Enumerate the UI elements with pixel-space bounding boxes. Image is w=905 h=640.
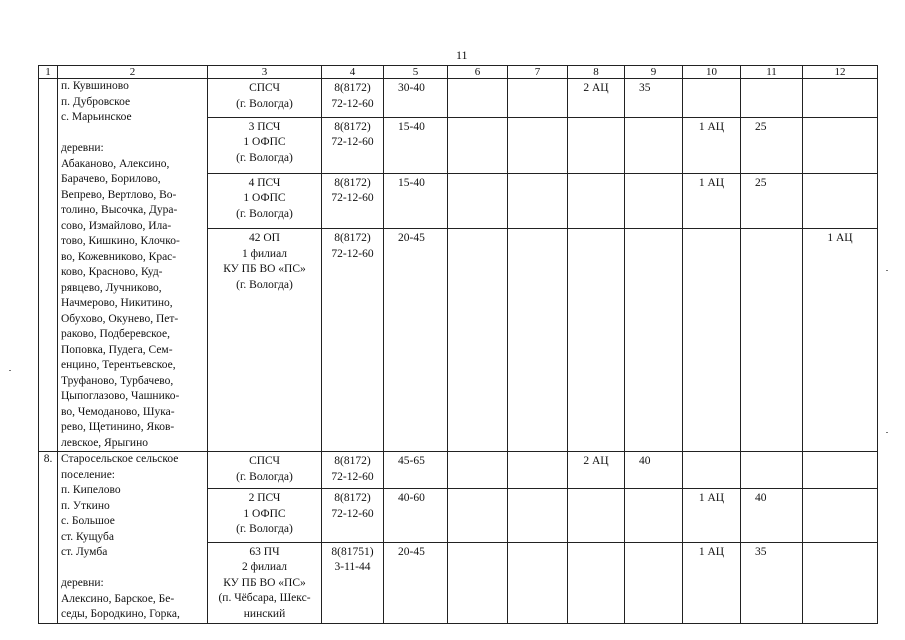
fire-unit-cell xyxy=(208,229,322,452)
col10-cell xyxy=(683,452,741,489)
unit-line: КУ ПБ ВО «ПС» xyxy=(223,576,306,589)
col-header: 10 xyxy=(683,66,741,79)
col12-cell xyxy=(803,452,878,489)
village-line: седы, Бородкино, Горка, xyxy=(61,608,180,620)
phone-line: 8(8172) xyxy=(334,492,371,505)
unit-line: нинский xyxy=(243,607,286,620)
village-line: во, Чемоданово, Шука- xyxy=(61,405,175,418)
row-number-cell xyxy=(39,452,58,624)
phone-cell xyxy=(322,173,384,229)
unit-line: 4 ПСЧ xyxy=(248,176,281,189)
col-header: 1 xyxy=(39,66,58,79)
village-line: левское, Ярыгино xyxy=(61,436,148,449)
settlement-line: п. Кувшиново xyxy=(61,80,129,92)
unit-line: 1 ОФПС xyxy=(243,507,286,520)
col10-cell xyxy=(683,229,741,452)
header-row xyxy=(39,66,878,79)
col9-cell: 35 xyxy=(625,79,683,118)
settlement-line: с. Большое xyxy=(61,515,115,527)
col-header: 3 xyxy=(208,66,322,79)
settlements-cell xyxy=(58,452,208,624)
arrival-time-cell: 40-60 xyxy=(384,489,448,542)
col-header: 2 xyxy=(58,66,208,79)
col10-cell: 1 АЦ xyxy=(683,117,741,173)
col12-cell xyxy=(803,79,878,118)
unit-line: (п. Чёбсара, Шекс- xyxy=(218,592,311,604)
village-line: Абаканово, Алексино, xyxy=(61,157,170,170)
phone-line: 8(8172) xyxy=(334,176,371,189)
arrival-time-cell: 15-40 xyxy=(384,173,448,229)
arrival-time-cell: 15-40 xyxy=(384,117,448,173)
village-line: Поповка, Пудега, Сем- xyxy=(61,343,173,356)
col-header: 12 xyxy=(803,66,878,79)
phone-line: 8(8172) xyxy=(334,120,371,133)
phone-cell xyxy=(322,489,384,542)
col10-cell: 1 АЦ xyxy=(683,542,741,623)
empty-cell xyxy=(448,489,508,542)
row-number-cell xyxy=(39,79,58,452)
settlements-cell xyxy=(58,79,208,452)
phone-cell xyxy=(322,79,384,118)
fire-unit-cell xyxy=(208,173,322,229)
section-a xyxy=(39,79,878,452)
col10-cell xyxy=(683,79,741,118)
village-line: рявцево, Лучниково, xyxy=(61,281,162,294)
village-line: сово, Измайлово, Ила- xyxy=(61,219,172,232)
settlement-line: поселение: xyxy=(61,468,115,481)
unit-line: (г. Вологда) xyxy=(236,97,293,110)
unit-line: СПСЧ xyxy=(249,455,280,467)
village-line: Начмерово, Никитино, xyxy=(61,297,173,309)
fire-unit-cell xyxy=(208,542,322,623)
phone-cell xyxy=(322,117,384,173)
unit-line: (г. Вологда) xyxy=(236,523,293,536)
unit-line: (г. Вологда) xyxy=(236,278,293,291)
empty-cell xyxy=(508,542,568,623)
fire-unit-cell xyxy=(208,452,322,489)
col12-cell xyxy=(803,173,878,229)
arrival-time-cell: 30-40 xyxy=(384,79,448,118)
col10-cell: 1 АЦ xyxy=(683,173,741,229)
empty-cell xyxy=(448,79,508,118)
col-header: 7 xyxy=(508,66,568,79)
empty-cell xyxy=(508,489,568,542)
village-line: Вепрево, Вертлово, Во- xyxy=(61,188,177,201)
unit-line: 2 ПСЧ xyxy=(248,492,281,505)
phone-cell xyxy=(322,542,384,623)
empty-cell xyxy=(448,173,508,229)
phone-cell xyxy=(322,452,384,489)
empty-cell xyxy=(448,117,508,173)
village-line: Барачево, Борилово, xyxy=(61,173,161,185)
row-number: 8. xyxy=(43,453,53,465)
col-header: 9 xyxy=(625,66,683,79)
page-number: 11 xyxy=(456,48,468,62)
col11-cell xyxy=(741,452,803,489)
empty-cell xyxy=(508,173,568,229)
col8-cell: 2 АЦ xyxy=(568,79,625,118)
unit-line: (г. Вологда) xyxy=(236,207,293,220)
settlement-line: Старосельское сельское xyxy=(61,453,179,465)
col-header: 8 xyxy=(568,66,625,79)
phone-line: 72-12-60 xyxy=(331,97,374,110)
unit-line: (г. Вологда) xyxy=(236,470,293,483)
col8-cell: 2 АЦ xyxy=(568,452,625,489)
village-line: раково, Подберевское, xyxy=(61,328,171,340)
unit-row xyxy=(39,79,878,118)
col11-cell: 25 xyxy=(741,117,803,173)
village-line: енцино, Терентьевское, xyxy=(61,359,176,371)
unit-line: 1 филиал xyxy=(241,247,288,260)
village-line: тово, Кишкино, Клочко- xyxy=(61,235,180,247)
phone-line: 72-12-60 xyxy=(331,507,374,520)
phone-line: 3-11-44 xyxy=(334,561,371,573)
empty-cell xyxy=(448,452,508,489)
unit-line: 3 ПСЧ xyxy=(248,120,281,133)
unit-row xyxy=(39,452,878,489)
col9-cell xyxy=(625,542,683,623)
unit-line: 1 ОФПС xyxy=(243,192,286,205)
col11-cell xyxy=(741,229,803,452)
unit-line: СПСЧ xyxy=(249,82,280,94)
arrival-time-cell: 20-45 xyxy=(384,229,448,452)
phone-line: 8(81751) xyxy=(331,545,374,558)
unit-line: 2 филиал xyxy=(241,561,288,573)
settlement-line: п. Уткино xyxy=(61,499,110,512)
spacer xyxy=(61,561,204,577)
empty-cell xyxy=(508,79,568,118)
empty-cell xyxy=(448,229,508,452)
col11-cell: 35 xyxy=(741,542,803,623)
phone-line: 72-12-60 xyxy=(331,192,374,205)
col-header: 5 xyxy=(384,66,448,79)
section-b xyxy=(39,452,878,624)
unit-line: (г. Вологда) xyxy=(236,151,293,164)
village-line: Обухово, Окунево, Пет- xyxy=(61,312,179,325)
col8-cell xyxy=(568,542,625,623)
fire-unit-cell xyxy=(208,79,322,118)
col11-cell xyxy=(741,79,803,118)
col8-cell xyxy=(568,229,625,452)
phone-line: 72-12-60 xyxy=(331,136,374,149)
fire-unit-cell xyxy=(208,117,322,173)
unit-line: 1 ОФПС xyxy=(243,136,286,149)
scan-speck xyxy=(9,370,11,371)
col9-cell xyxy=(625,173,683,229)
arrival-time-cell: 45-65 xyxy=(384,452,448,489)
village-line: во, Кожевниково, Крас- xyxy=(61,250,177,263)
spacer xyxy=(61,126,204,142)
settlement-line: с. Марьинское xyxy=(61,111,132,123)
empty-cell xyxy=(508,117,568,173)
col11-cell: 40 xyxy=(741,489,803,542)
col11-cell: 25 xyxy=(741,173,803,229)
col-header: 6 xyxy=(448,66,508,79)
col8-cell xyxy=(568,117,625,173)
empty-cell xyxy=(508,229,568,452)
settlement-line: ст. Лумба xyxy=(61,546,108,558)
scan-speck xyxy=(886,270,888,271)
unit-line: 42 ОП xyxy=(249,232,280,245)
settlement-line: п. Кипелово xyxy=(61,484,121,496)
unit-line: КУ ПБ ВО «ПС» xyxy=(223,263,306,276)
empty-cell xyxy=(508,452,568,489)
phone-line: 8(8172) xyxy=(334,82,371,94)
col10-cell: 1 АЦ xyxy=(683,489,741,542)
fire-unit-cell xyxy=(208,489,322,542)
arrival-time-cell: 20-45 xyxy=(384,542,448,623)
scan-speck xyxy=(886,432,888,433)
phone-line: 72-12-60 xyxy=(331,470,374,483)
village-line: рево, Щетинино, Яков- xyxy=(61,421,175,433)
village-line: деревни: xyxy=(61,577,104,589)
phone-line: 72-12-60 xyxy=(331,247,374,260)
col8-cell xyxy=(568,489,625,542)
village-line: Цыпоглазово, Чашнико- xyxy=(61,390,180,402)
col9-cell xyxy=(625,229,683,452)
col-header: 11 xyxy=(741,66,803,79)
settlement-line: ст. Кущуба xyxy=(61,530,114,543)
fire-coverage-table xyxy=(38,65,878,624)
col9-cell: 40 xyxy=(625,452,683,489)
col12-cell xyxy=(803,117,878,173)
phone-cell xyxy=(322,229,384,452)
phone-line: 8(8172) xyxy=(334,455,371,467)
unit-line: 63 ПЧ xyxy=(249,545,280,558)
col9-cell xyxy=(625,489,683,542)
village-line: деревни: xyxy=(61,142,104,154)
village-line: Труфаново, Турбачево, xyxy=(61,374,174,387)
village-line: ково, Красново, Куд- xyxy=(61,266,163,278)
empty-cell xyxy=(448,542,508,623)
col8-cell xyxy=(568,173,625,229)
col12-cell xyxy=(803,489,878,542)
village-line: толино, Высочка, Дура- xyxy=(61,204,178,216)
village-line: Алексино, Барское, Бе- xyxy=(61,592,175,605)
col12-cell xyxy=(803,542,878,623)
col12-cell: 1 АЦ xyxy=(803,229,878,452)
col-header: 4 xyxy=(322,66,384,79)
settlement-line: п. Дубровское xyxy=(61,95,131,108)
col9-cell xyxy=(625,117,683,173)
phone-line: 8(8172) xyxy=(334,232,371,245)
